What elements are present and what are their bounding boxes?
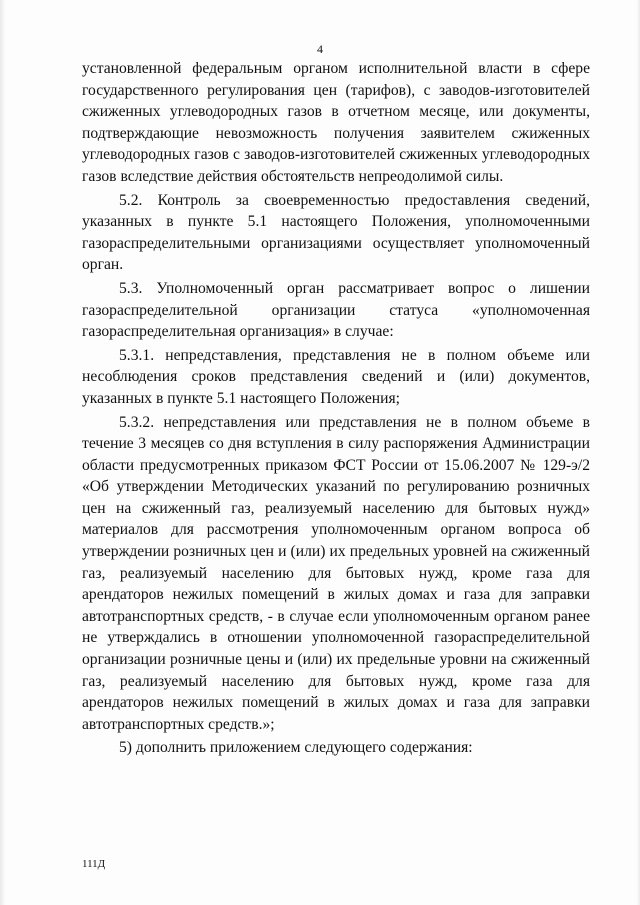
paragraph-5-3-1: 5.3.1. непредставления, представления не в полном объеме или несоблюдения сроков представления сведений и (или) документов, указанных в пункте 5.1 настоящего Положения; xyxy=(82,346,590,407)
footer-code: 111Д xyxy=(82,858,106,870)
paragraph-5-2: 5.2. Контроль за своевременностью предоставления сведений, указанных в пункте 5.1 настоящего Положения, уполномоченными газораспределительными организациями осуществляет уполномоченный орган. xyxy=(82,191,590,274)
scan-edge-left xyxy=(0,0,6,905)
paragraph-5-3: 5.3. Уполномоченный орган рассматривает вопрос о лишении газораспределительной организации статуса «уполномоченная газораспределительная организация» в случае: xyxy=(82,279,590,341)
paragraph-5-3-2: 5.3.2. непредставления или представления не в полном объеме в течение 3 месяцев со дня вступления в силу распоряжения Администрации области предусмотренных приказом ФСТ России от 15.06.2007 № 129-э/2 «Об утверждении Методических указаний по регулированию розничных цен на сжиженный газ, реализуемый населению для бытовых нужд» материалов для рассмотрения уполномоченным органом вопроса об утверждении розничных цен и (или) их предельных уровней на сжиженный газ, реализуемый населению для бытовых нужд, кроме газа для арендаторов нежилых помещений в жилых домах и газа для заправки автотранспортных средств, - в случае если уполномоченным органом ранее не утверждались в отношении уполномоченной газораспределительной организации розничные цены и (или) их предельные уровни на сжиженный газ, реализуемый населению для бытовых нужд, кроме газа для арендаторов нежилых помещений в жилых домах и газа для заправки автотранспортных средств.»; xyxy=(82,413,590,733)
scan-edge-right xyxy=(636,0,640,905)
paragraph-continuation: установленной федеральным органом исполнительной власти в сфере государственного регулирования цен (тарифов), с заводов-изготовителей сжиженных углеводородных газов в отчетном месяце, или документы, подтверждающие невозможность получения заявителем сжиженных углеводородных газов с заводов-изготовителей сжиженных углеводородных газов вследствие действия обстоятельств непреодолимой силы. xyxy=(82,60,590,185)
page-number: 4 xyxy=(317,42,323,56)
paragraph-item-5: 5) дополнить приложением следующего содержания: xyxy=(119,739,473,757)
document-body xyxy=(82,58,590,759)
